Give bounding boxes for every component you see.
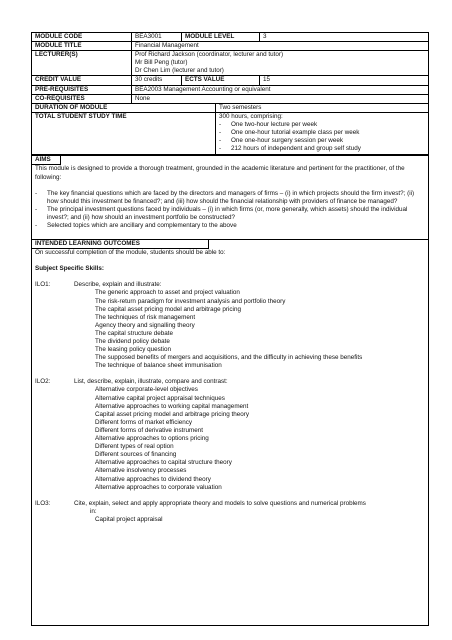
ilo3-label: ILO3:	[35, 499, 51, 507]
ilo1-item: The capital asset pricing model and arbitrage pricing	[95, 305, 241, 313]
ilo2-item: Alternative approaches to capital structure theory	[95, 459, 232, 467]
module-descriptor-page	[31, 32, 429, 626]
ects-label: ECTS VALUE	[182, 76, 260, 84]
ilo2-item: Capital asset pricing model and arbitrage pricing theory	[95, 410, 250, 418]
duration-value: Two semesters	[219, 103, 262, 111]
ilo1-item: The capital structure debate	[95, 329, 174, 337]
aims-item: - Selected topics which are ancillary and complementary to the above	[35, 221, 237, 229]
lecturers-label: LECTURER(S)	[32, 51, 132, 75]
ilo1-item: The generic approach to asset and project valuation	[95, 289, 240, 297]
ilo3-item: Capital project appraisal	[95, 515, 163, 523]
ilo1-item: Agency theory and signalling theory	[95, 321, 195, 329]
ilo2-item: Alternative capital project appraisal techniques	[95, 394, 225, 402]
coreq-row	[32, 95, 428, 104]
ilo3-heading-text: Cite, explain, select and apply appropriate theory and models to solve questions and numerical problems	[74, 499, 366, 507]
duration-row	[32, 104, 428, 113]
module-code-value: BEA3001	[132, 33, 182, 41]
module-level-label: MODULE LEVEL	[182, 33, 260, 41]
study-item: - One one-hour tutorial example class per week	[219, 129, 360, 137]
aims-section	[32, 156, 428, 230]
study-time-row	[32, 113, 428, 155]
module-title-row	[32, 42, 428, 51]
ilo2-heading-text: List, describe, explain, illustrate, compare and contrast:	[74, 378, 228, 386]
ilo3-heading	[32, 500, 428, 508]
ilo2-item: Different types of real option	[95, 443, 174, 451]
ilo2-item: Different forms of derivative instrument	[95, 426, 204, 434]
lecturer-name: Dr Chen Lim (lecturer and tutor)	[135, 67, 224, 75]
subject-skills-heading: Subject Specific Skills:	[35, 265, 104, 273]
credit-row	[32, 76, 428, 85]
coreq-label: CO-REQUISITES	[32, 95, 132, 103]
ilo1-heading	[32, 281, 428, 289]
credit-label: CREDIT VALUE	[32, 76, 132, 84]
module-code-row	[32, 33, 428, 42]
credit-value: 30 credits	[132, 76, 182, 84]
ilo2-item: Alternative approaches to dividend theory	[95, 475, 211, 483]
ilo-section	[32, 240, 428, 524]
aims-item-text: The principal investment questions faced by individuals – (i) in which firms (or, more generally, which assets) should the individual invest?; and (ii) how should an investment portfolio be constructed?	[47, 205, 408, 221]
study-item: - 212 hours of independent and group self study	[219, 145, 361, 153]
module-code-label: MODULE CODE	[32, 33, 132, 41]
prereq-value: BEA2003 Management Accounting or equivalent	[135, 85, 271, 93]
ilo1-item: The supposed benefits of mergers and acquisitions, and the difficulty in achieving these benefits	[95, 354, 363, 362]
study-item-text: One two-hour lecture per week	[231, 120, 318, 128]
ilo1-item: The techniques of risk management	[95, 313, 196, 321]
ilo2-item: Alternative approaches to working capital management	[95, 402, 249, 410]
duration-label: DURATION OF MODULE	[32, 104, 216, 112]
study-item: - One two-hour lecture per week	[219, 120, 318, 128]
ilo2-item: Alternative approaches to options pricing	[95, 435, 209, 443]
prereq-row	[32, 86, 428, 95]
ilo1-item: The risk-return paradigm for investment analysis and portfolio theory	[95, 297, 286, 305]
ilo1-list	[32, 289, 428, 370]
lecturers-list	[132, 51, 286, 75]
study-item-text: One one-hour surgery session per week	[231, 137, 344, 145]
aims-item: - The key financial questions which are faced by the directors and managers of firms – (i) in which projects should the firm invest?; (ii) how should this investment be financed?; and (iii) how should the financial relationship with providers of finance be managed?	[32, 190, 428, 206]
ects-value: 15	[263, 76, 271, 84]
ilo1-item: The technique of balance sheet immunisation	[95, 362, 222, 370]
module-level-value: 3	[263, 33, 267, 40]
aims-item: - The principal investment questions faced by individuals – (i) in which firms (or, more generally, which assets) should the individual invest?; and (ii) how should an investment portfolio be constructed?	[32, 206, 428, 222]
ilo1-item: The leasing policy question	[95, 346, 171, 354]
ilo2-item: Alternative corporate-level objectives	[95, 386, 198, 394]
aims-intro: This module is designed to provide a thorough treatment, grounded in the academic literature and pertinent for the practitioner, of the following:	[35, 165, 405, 181]
ilo1-item: The dividend policy debate	[95, 338, 170, 345]
ilo2-item: Different sources of financing	[95, 451, 177, 459]
study-time-label: TOTAL STUDENT STUDY TIME	[32, 113, 216, 154]
study-item-text: 212 hours of independent and group self study	[231, 145, 361, 153]
lecturers-row	[32, 51, 428, 76]
lecturer-name: Prof Richard Jackson (coordinator, lecturer and tutor)	[135, 51, 284, 59]
lecturer-name: Mr Bill Peng (tutor)	[135, 59, 188, 67]
ilo2-list	[32, 386, 428, 491]
aims-title: AIMS	[32, 156, 61, 165]
aims-item-text: Selected topics which are ancillary and complementary to the above	[47, 221, 237, 229]
ilo-intro: On successful completion of the module, students should be able to:	[35, 249, 226, 257]
module-info-table	[32, 33, 428, 155]
study-time-intro: 300 hours, comprising:	[219, 112, 283, 120]
prereq-label: PRE-REQUISITES	[32, 86, 132, 94]
coreq-value: None	[135, 94, 151, 102]
module-title-label: MODULE TITLE	[32, 42, 132, 50]
study-item: - One one-hour surgery session per week	[219, 137, 344, 145]
ilo1-label: ILO1:	[35, 281, 51, 289]
study-time-details	[216, 113, 368, 154]
ilo-title: INTENDED LEARNING OUTCOMES	[32, 240, 209, 249]
ilo2-label: ILO2:	[35, 378, 51, 386]
ilo2-item: Different forms of market efficiency	[95, 418, 193, 426]
ilo1-heading-text: Describe, explain and illustrate:	[74, 281, 162, 289]
aims-item-text: The key financial questions which are faced by the directors and managers of firms – (i) in which projects should the firm invest?; (ii) how should this investment be financed?; and (iii) how should the financial relationship with providers of finance be managed?	[47, 189, 415, 205]
ilo3-heading-continuation: in:	[90, 507, 97, 515]
study-item-text: One one-hour tutorial example class per week	[231, 129, 360, 137]
ilo2-heading	[32, 378, 428, 386]
ilo2-item: Alternative insolvency processes	[95, 467, 187, 475]
module-title-value: Financial Management	[135, 42, 199, 50]
ilo2-item: Alternative approaches to corporate valuation	[95, 483, 222, 491]
